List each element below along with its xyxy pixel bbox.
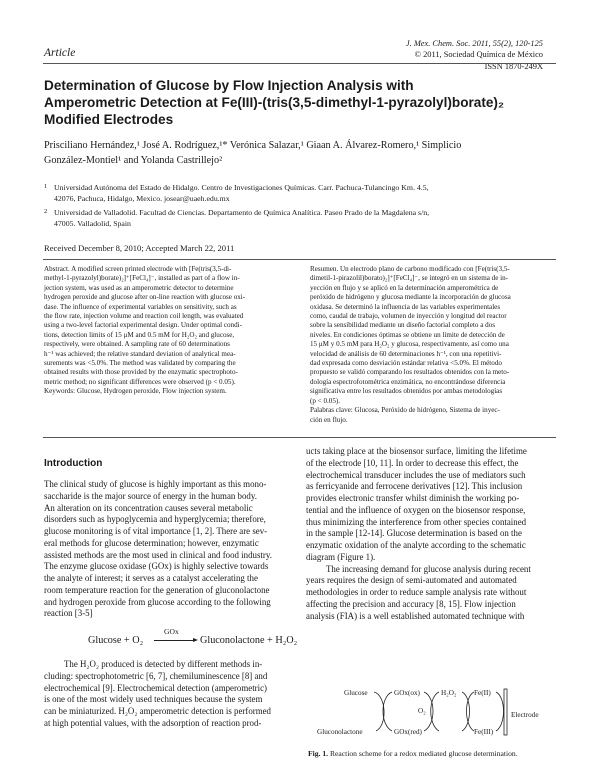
- affiliation-line: Universidad Autónoma del Estado de Hidalgo. Centro de Investigaciones Químicas. Carr. Pachuca-Tulancingo Km. 4.5,: [54, 183, 429, 192]
- palabras-clave-line: Palabras clave: Glucosa, Peróxido de hidrógeno, Sistema de inyec-: [310, 406, 500, 415]
- title-line: Determination of Glucose by Flow Injection Analysis with: [44, 78, 414, 93]
- scheme-glucose: Glucose: [344, 689, 368, 697]
- scheme-curve-mid-inner: [431, 692, 439, 731]
- abstract-line: tions, detection limits of 15 μM and 0.5 mM for H₂O₂ and glucose,: [44, 330, 235, 339]
- body-line: affecting the precision and accuracy [8, 15]. Flow injection: [306, 598, 516, 609]
- scheme-oxygen: O₂: [418, 707, 426, 715]
- abstract-rule-top: [43, 259, 556, 260]
- abstract-line: Abstract. A modified screen printed electrode with [Fe(tris(3,5-di-: [44, 265, 232, 273]
- affiliation-line: 42076, Pachuca, Hidalgo, Mexico. josear@uaeh.edu.mx: [54, 193, 230, 203]
- resumen-line: oxidasa. Se determinó la influencia de las variables experimentales: [310, 302, 501, 311]
- equation-catalyst: GOx: [164, 627, 179, 636]
- resumen-line: dimetil-1-pirazolil)borato)₂]⁺[FeCl₄]⁻, se integró en un sistema de in-: [310, 274, 509, 283]
- abstract-line: using a two-level factorial experimental design. Under optimal condi-: [44, 321, 242, 330]
- title-line: Modified Electrodes: [44, 112, 174, 128]
- palabras-clave-line: ción en flujo.: [310, 415, 348, 424]
- body-line: eral methods for glucose determination; however, enzymatic: [44, 537, 259, 548]
- affiliation-line: Universidad de Valladolid. Facultad de Ciencias. Departamento de Química Analítica. Paseo Prado de la Magdalena s/n,: [54, 208, 430, 217]
- body-line: assisted methods are the most used in clinical and food industry.: [44, 549, 272, 560]
- abstract-line: the flow rate, injection volume and reaction coil length, was evaluated: [44, 312, 244, 321]
- body-line: in the sample [12-14]. Glucose determination is based on the: [306, 528, 522, 539]
- abstract-line: methyl-1-pyrazolyl)borate)₂]⁺[FeCl₄]⁻, installed as part of a flow in-: [44, 274, 240, 283]
- figure-caption: [308, 749, 518, 758]
- arrow-right-icon: [154, 640, 196, 641]
- body-line: disorders such as hypoglycemia and hyperglycemia; therefore,: [44, 514, 266, 525]
- body-line: The increasing demand for glucose analysis during recent: [326, 563, 531, 574]
- header-rule: [43, 63, 556, 64]
- title-line: Amperometric Detection at Fe(III)-(tris(3,5-dimethyl-1-pyrazolyl)borate)₂: [44, 95, 504, 111]
- abstract-line: obtained results with those provided by the enzymatic spectrophoto-: [44, 368, 238, 377]
- resumen-line: Resumen. Un electrodo plano de carbono modificado con [Fe(tris(3,5-: [310, 265, 510, 273]
- keywords-line: Keywords: Glucose, Hydrogen peroxide, Flow injection system.: [44, 387, 227, 396]
- body-line: room temperature reaction for the generation of gluconolactone: [44, 584, 270, 595]
- scheme-curve-left: [374, 692, 384, 731]
- body-line: cluding: spectrophotometric [6, 7], chemiluminescence [8] and: [44, 670, 268, 681]
- section-heading-introduction: Introduction: [44, 458, 103, 469]
- scheme-gluconolactone: Gluconolactone: [317, 728, 363, 736]
- resumen-line: como, caudal de trabajo, volumen de inyección y longitud del reactor: [310, 312, 507, 321]
- body-line: the analyte of interest; it serves as a catalyst accelerating the: [44, 573, 258, 583]
- abstract-rule-bottom: [43, 437, 556, 438]
- resumen-line: velocidad de análisis de 60 determinaciones h⁻¹, con una repetitivi-: [310, 349, 502, 358]
- scheme-electrode: Electrode: [511, 711, 539, 719]
- resumen-line: propuesto se validó comparando los resultados obtenidos con la meto-: [310, 368, 510, 377]
- body-line: tential and the influence of oxygen on the biosensor response,: [306, 504, 526, 515]
- body-line: The enzyme glucose oxidase (GOx) is highly selective towards: [44, 561, 269, 572]
- scheme-curve-right-inner: [467, 692, 475, 731]
- affiliation-line: 47005. Valladolid, Spain: [54, 218, 131, 228]
- author-line: González-Montiel¹ and Yolanda Castrillejo²: [44, 154, 223, 166]
- body-line: electrochemical [9]. Electrochemical detection (amperometric): [44, 682, 267, 693]
- body-line: diagram (Figure 1).: [306, 551, 376, 562]
- scheme-gox-reduced: GOx(red): [394, 728, 422, 736]
- journal-line: J. Mex. Chem. Soc. 2011, 55(2), 120-125: [405, 39, 543, 48]
- body-line: The H₂O₂ produced is detected by different methods in-: [64, 659, 263, 669]
- abstract-line: respectively, were obtained. A sampling rate of 60 determinations: [44, 340, 230, 349]
- resumen-line: dad expresada como desviación estándar relativa <5.0%. El método: [310, 359, 502, 368]
- body-line: as ferricyanide and ferrocene derivatives [12]. This inclusion: [306, 481, 523, 492]
- paper-title: [44, 77, 554, 129]
- resumen-line: significativa entre los resultados obtenidos por ambas metodologías: [310, 387, 503, 396]
- author-line: Prisciliano Hernández,¹ José A. Rodríguez,¹* Verónica Salazar,¹ Giaan A. Álvarez-Romero,¹ Simplicio: [44, 140, 462, 151]
- received-dates: Received December 8, 2010; Accepted March 22, 2011: [44, 243, 235, 253]
- body-line: of the electrode [10, 11]. In order to decrease this effect, the: [306, 457, 519, 468]
- resumen-line: peróxido de hidrógeno y glucosa mediante la incorporación de glucosa: [310, 293, 511, 302]
- resumen-line: yección en flujo y se aplicó en la determinación amperométrica de: [310, 283, 499, 292]
- body-line: enzymatic oxidation of the analyte according to the schematic: [306, 540, 526, 550]
- body-line: analysis (FIA) is a well established automated technique with: [306, 610, 525, 621]
- body-line: years requires the design of semi-automated and automated: [306, 575, 517, 586]
- article-type: Article: [44, 47, 76, 59]
- scheme-iron-2: Fe(II): [474, 689, 491, 697]
- resumen-line: (p < 0.05).: [310, 396, 341, 405]
- scheme-iron-3: Fe(III): [474, 728, 494, 736]
- figure-caption-text: Reaction scheme for a redox mediated glucose determination.: [328, 749, 518, 758]
- body-line: electrochemical transducer includes the use of mediators such: [306, 469, 526, 480]
- figure-label: Fig. 1.: [308, 749, 329, 758]
- electrode-bar-icon: [504, 689, 507, 735]
- body-column-left-a: [44, 479, 296, 620]
- body-line: provides electronic transfer whilst diminish the working po-: [306, 493, 520, 503]
- journal-citation: [406, 38, 543, 72]
- journal-line: ISSN 1870-249X: [484, 61, 543, 71]
- body-line: and hydrogen peroxide from glucose according to the following: [44, 596, 271, 607]
- abstract-line: jection system, was used as an amperometric detector to determine: [44, 283, 234, 292]
- abstract-spanish: [310, 265, 556, 425]
- abstract-line: surements was <5.0%. The method was validated by comparing the: [44, 359, 236, 368]
- scheme-curve-electrode: [496, 692, 504, 731]
- body-line: can be miniaturized. H₂O₂ amperometric detection is performed: [44, 706, 271, 716]
- body-line: saccharide is the major source of energy in the human body.: [44, 490, 257, 501]
- resumen-line: niveles. En condiciones óptimas se obtiene un límite de detección de: [310, 330, 505, 339]
- scheme-curve-right: [462, 692, 470, 731]
- body-line: reaction [3-5]: [44, 608, 93, 619]
- body-line: ucts taking place at the biosensor surface, limiting the lifetime: [306, 446, 527, 456]
- body-column-left-b: [44, 659, 296, 730]
- abstract-line: h⁻¹ was achieved; the relative standard deviation of analytical mea-: [44, 349, 236, 358]
- abstract-english: [44, 265, 290, 397]
- equation-products: Gluconolactone + H₂O₂: [200, 635, 298, 646]
- affiliation-marker: 1: [44, 183, 48, 190]
- body-line: methodologies in order to reduce sample analysis rate without: [306, 587, 527, 597]
- abstract-line: hydrogen peroxide and glucose after on-line reaction with glucose oxi-: [44, 293, 246, 302]
- affiliation-1: [44, 183, 559, 205]
- resumen-line: 15 μM y 0.5 mM para H₂O₂ y glucosa, respectivamente, así como una: [310, 340, 509, 349]
- abstract-line: metric method; no significant differences were observed (p < 0.05).: [44, 377, 236, 386]
- body-line: glucose monitoring is of vital importance [1, 2]. There are sev-: [44, 526, 268, 536]
- scheme-peroxide: H₂O₂: [441, 689, 457, 697]
- equation-reactants: Glucose + O₂: [88, 635, 144, 646]
- journal-line: © 2011, Sociedad Química de México: [414, 50, 543, 60]
- affiliation-2: [44, 208, 559, 230]
- body-line: The clinical study of glucose is highly important as this mono-: [44, 479, 267, 489]
- body-line: is one of the most widely used techniques because the system: [44, 694, 263, 705]
- affiliation-marker: 2: [44, 208, 48, 215]
- body-line: An alteration on its concentration causes several metabolic: [44, 502, 253, 513]
- abstract-line: dase. The influence of experimental variables on sensitivity, such as: [44, 302, 237, 311]
- body-line: at high potential values, with the adsorption of reaction prod-: [44, 717, 262, 728]
- resumen-line: dología espectrofotométrica enzimática, no encontrándose diferencia: [310, 377, 506, 386]
- body-column-right: [306, 446, 558, 622]
- body-line: thus minimizing the interference from other species contained: [306, 516, 527, 527]
- author-list: [44, 139, 564, 168]
- resumen-line: sobre la sensibilidad mediante un diseño factorial completo a dos: [310, 321, 495, 330]
- scheme-gox-oxidized: GOx(ox): [394, 689, 420, 697]
